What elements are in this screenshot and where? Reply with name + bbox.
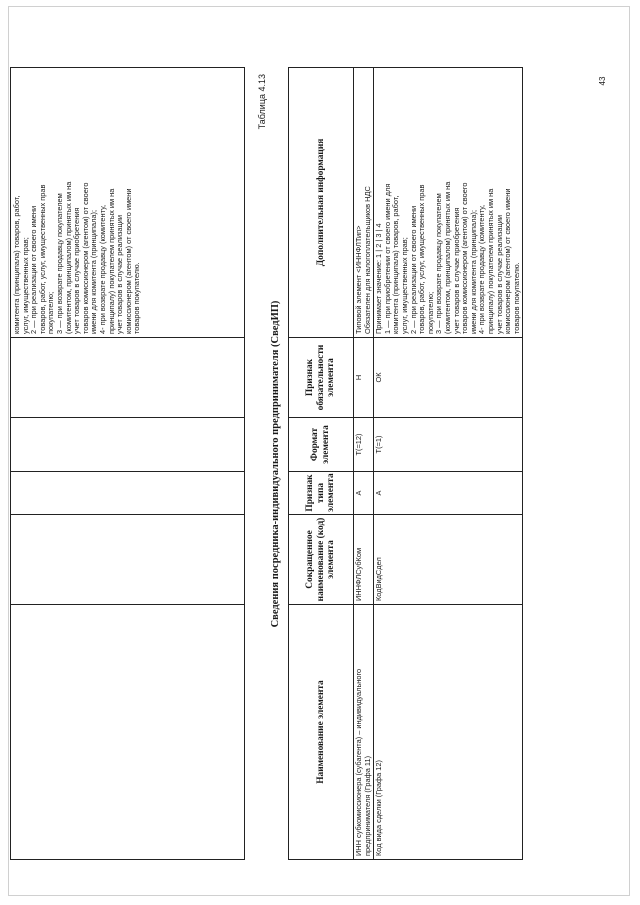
info-line: Принимает значение: 1 | 2 | 3 | 4 xyxy=(374,223,384,334)
cont-line: 4- при возврате продавцу (комитенту, xyxy=(97,204,107,334)
row-code: ИННФЛСубКом xyxy=(354,515,374,605)
cont-cell-code xyxy=(11,515,245,605)
page-number: 43 xyxy=(598,76,607,86)
table-row xyxy=(354,68,374,860)
row-info xyxy=(374,68,523,338)
col-header-code: Сокращенное наименование (код) элемента xyxy=(289,515,354,605)
col-header-required: Признак обязательности элемента xyxy=(289,338,354,418)
cont-line: учет товаров в случае реализации xyxy=(115,215,125,334)
info-line: учет товаров в случае реализации xyxy=(494,215,504,334)
cont-line: 2 — при реализации от своего имени xyxy=(29,205,39,334)
cont-cell-format xyxy=(11,418,245,472)
row-format: T(=1) xyxy=(374,418,523,472)
cont-line: имени для комитента (принципала); xyxy=(89,209,99,334)
cont-line: товаров покупателю. xyxy=(132,262,142,334)
cont-cell-required xyxy=(11,338,245,418)
table-number: Таблица 4.13 xyxy=(257,74,267,130)
info-line: Типовой элемент <ИННФЛТип> xyxy=(354,225,363,334)
cont-line: товаров комиссионером (агентом) от своего xyxy=(80,182,90,334)
info-line: комитента (принципала) товаров, работ, xyxy=(391,195,401,334)
cont-line: комиссионером (агентом) от своего имени xyxy=(123,188,133,334)
row-name: ИНН субкомиссионера (субагента) – индивидуального предпринимателя (Графа 11) xyxy=(354,605,374,860)
info-line: товаров комиссионером (агентом) от своего xyxy=(460,182,470,334)
col-header-name: Наименование элемента xyxy=(289,605,354,860)
info-line: комиссионером (агентом) от своего имени xyxy=(503,188,513,334)
cont-line: товаров, работ, услуг, имущественных прав xyxy=(37,184,47,334)
continuation-row xyxy=(11,68,245,860)
info-line: 1 — при приобретении от своего имени для xyxy=(382,183,392,334)
continuation-table xyxy=(10,67,245,860)
info-line: покупателю; xyxy=(425,291,435,334)
row-required: Н xyxy=(354,338,374,418)
info-line: имени для комитента (принципала); xyxy=(468,209,478,334)
row-code: КодВидСдел xyxy=(374,515,523,605)
col-header-format: Формат элемента xyxy=(289,418,354,472)
info-line: товаров покупателю. xyxy=(511,262,521,334)
main-table xyxy=(288,67,523,860)
table-row xyxy=(374,68,523,860)
col-header-info: Дополнительная информация xyxy=(289,68,354,338)
info-line: Обязателен для налогоплательщиков НДС xyxy=(362,186,372,334)
row-required: ОК xyxy=(374,338,523,418)
cont-line: услуг, имущественных прав; xyxy=(20,237,30,334)
info-line: товаров, работ, услуг, имущественных прав xyxy=(417,184,427,334)
cont-line: комитента (принципала) товаров, работ, xyxy=(12,195,21,334)
header-row xyxy=(289,68,354,860)
col-header-type: Признак типа элемента xyxy=(289,472,354,515)
cont-line: принципалу) покупателем принятых им на xyxy=(106,188,116,334)
info-line: учет товаров в случае приобретения xyxy=(451,207,461,334)
info-line: принципалу) покупателем принятых им на xyxy=(485,188,495,334)
info-line: 2 — при реализации от своего имени xyxy=(408,205,418,334)
cont-cell-info xyxy=(11,68,245,338)
row-name: Код вида сделки (Графа 12) xyxy=(374,605,523,860)
cont-cell-type xyxy=(11,472,245,515)
row-type: А xyxy=(374,472,523,515)
info-line: услуг, имущественных прав; xyxy=(399,237,409,334)
row-type: А xyxy=(354,472,374,515)
row-info xyxy=(354,68,374,338)
cont-line: учет товаров в случае приобретения xyxy=(72,207,82,334)
cont-line: покупателю; xyxy=(46,291,56,334)
cont-line: 3 — при возврате продавцу покупателем xyxy=(54,193,64,334)
row-format: T(=12) xyxy=(354,418,374,472)
info-line: (комитентом, принципалом) принятых им на xyxy=(442,181,452,334)
rotated-page-content xyxy=(10,68,610,860)
info-line: 3 — при возврате продавцу покупателем xyxy=(434,193,444,334)
table-title: Сведения посредника-индивидуального предпринимателя (СведИП) xyxy=(270,300,281,628)
info-line: 4- при возврате продавцу (комитенту, xyxy=(477,204,487,334)
cont-line: (комитентом, принципалом) принятых им на xyxy=(63,181,73,334)
cont-cell-name xyxy=(11,605,245,860)
